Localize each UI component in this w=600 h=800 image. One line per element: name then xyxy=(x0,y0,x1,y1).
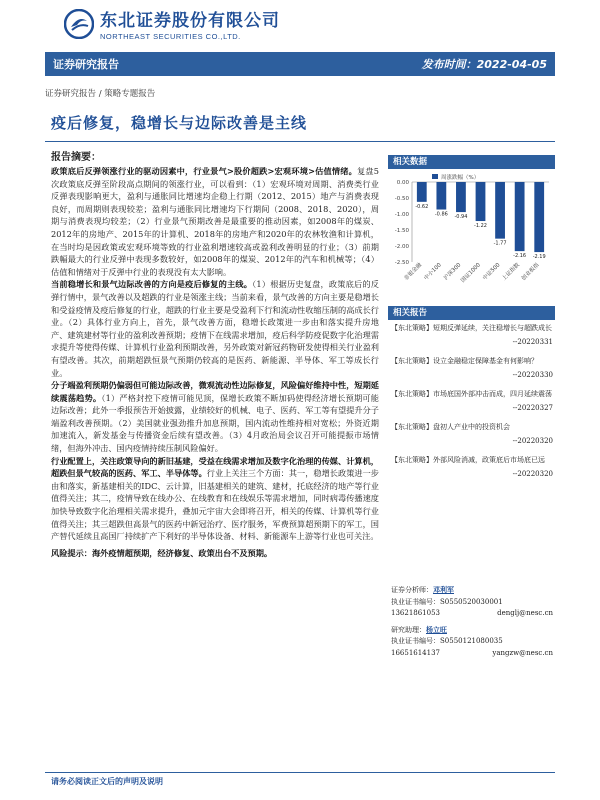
analyst-name[interactable]: 邓利军 xyxy=(433,585,454,594)
bar xyxy=(534,182,544,252)
report-item[interactable] xyxy=(391,455,553,479)
license-number: S0550121080035 xyxy=(440,637,503,645)
bar xyxy=(417,182,427,202)
bar-data-label: -2.19 xyxy=(532,254,546,261)
report-item[interactable] xyxy=(391,422,553,446)
license-label: 执业证书编号： xyxy=(391,637,440,645)
report-date: --20220330 xyxy=(512,370,553,379)
x-tick-label: 沪深300 xyxy=(442,262,463,282)
y-tick-label: -1.50 xyxy=(394,228,409,234)
report-item[interactable] xyxy=(391,356,553,380)
report-type: 证券研究报告 xyxy=(53,58,119,71)
paragraph-2-text: （1）根据历史复盘，政策底后的反弹行情中，景气改善以及超跌的行业是领涨主线；当前来看，景气改善的方向主要是稳增长和受益疫情及疫后修复的行业，超跌的行业主要是受盈利下行和流动性收缩压制的高成长行业。（2）具体行业方向上，首先，景气改善方面，稳增长政策进一步由和落实提升房地产、建筑建材等行业的盈利改善预期；疫情下在线需求增加，疫后科学防疫促数字化治理需求提升等使得传媒、计算机行业盈利预期改善，另外政策对新冠药物研发使得相关行业盈利有望改善。其次，前期超跌恒景气预期仍较高的是医药、新能源、半导体、军工等成长行业。 xyxy=(51,279,379,378)
company-name-en: NORTHEAST SECURITIES CO.,LTD. xyxy=(100,32,241,41)
bar xyxy=(515,182,525,251)
y-tick-label: 0.00 xyxy=(396,180,409,186)
abstract-paragraph-1 xyxy=(51,165,379,278)
y-tick-label: -2.00 xyxy=(394,244,409,250)
report-banner xyxy=(45,52,555,76)
report-title[interactable]: 【东北策略】盘初人产业中的投资机会 xyxy=(391,423,510,431)
abstract-paragraph-4 xyxy=(51,455,379,543)
related-data-header: 相关数据 xyxy=(388,155,555,169)
paragraph-3-lead: 分子端盈利预期仍偏弱但可能边际改善，微观流动性边际修复，风险偏好维持中性，短期延续震荡趋势。 xyxy=(51,380,379,403)
x-tick-label: 中小100 xyxy=(423,262,443,282)
abstract-paragraph-3 xyxy=(51,379,379,455)
paragraph-2-lead: 当前稳增长和景气边际改善的方向是疫后修复的主线。 xyxy=(51,279,253,290)
license-label: 执业证书编号： xyxy=(391,597,440,606)
bar-data-label: -2.16 xyxy=(513,253,527,260)
y-tick-label: -1.00 xyxy=(394,212,409,218)
paragraph-4-text: 行业上关注三个方面：其一，稳增长政策进一步由和落实，新基建相关的IDC、云计算，旧基建相关的建筑、建材，托底经济的地产等行业值得关注；其二，疫情导致在线办公、在线教育和在线娱乐等需求增加，同时病毒传播速度加快导致数字化治理相关需求提升，叠加元宇宙大会即将召开，相关的传媒、计算机等行业值得关注；其三超跌但高景气的医药中新冠治疗、医疗服务，军费预算超预期下的军工，国产替代延续且高国厂持续扩产下利好的半导体设备、材料、新能源车上游等行业也可关注。 xyxy=(51,468,379,542)
abstract-body xyxy=(51,165,379,559)
analyst-role: 证券分析师： xyxy=(391,586,433,594)
analyst-phone: 13621861053 xyxy=(391,609,440,617)
analyst-email[interactable]: yangzw@nesc.cn xyxy=(492,648,553,657)
related-data-chart xyxy=(388,172,555,300)
analyst-name[interactable]: 杨立旺 xyxy=(426,624,447,634)
report-date: --20220331 xyxy=(512,337,553,346)
legend-label: 周涨跌幅（%） xyxy=(441,175,480,181)
bar-data-label: -0.86 xyxy=(434,211,448,218)
x-tick-label: 创业板指 xyxy=(520,262,541,282)
report-title[interactable]: 【东北策略】短期反弹延续，关注稳增长与超跌成长 xyxy=(391,324,552,332)
analyst-info xyxy=(391,584,553,659)
report-item[interactable] xyxy=(391,323,553,347)
abstract-heading: 报告摘要： xyxy=(51,152,101,163)
bar-data-label: -0.94 xyxy=(454,214,468,221)
x-tick-label: 非银金融 xyxy=(403,262,424,282)
footer-divider xyxy=(45,772,555,773)
bar-data-label: -0.62 xyxy=(415,203,429,210)
related-reports-list xyxy=(391,323,553,488)
analyst-2 xyxy=(391,624,553,660)
publish-date: 发布时间：2022-04-05 xyxy=(421,58,547,71)
y-tick-label: -2.50 xyxy=(394,260,409,266)
bar xyxy=(476,182,486,221)
report-item[interactable] xyxy=(391,389,553,413)
x-tick-label: 国证1000 xyxy=(459,262,482,285)
footer-disclaimer[interactable]: 请务必阅读正文后的声明及说明 xyxy=(51,777,163,786)
abstract-paragraph-2 xyxy=(51,278,379,379)
bar-data-label: -1.22 xyxy=(474,223,487,230)
bar xyxy=(495,182,505,239)
company-emblem-icon xyxy=(64,9,94,39)
bar xyxy=(436,182,446,210)
risk-text: 风险提示：海外疫情超预期，经济修复、政策出台不及预期。 xyxy=(51,547,273,558)
report-title[interactable]: 【东北策略】设立金融稳定保障基金有何影响？ xyxy=(391,357,538,365)
paragraph-1-lead: 政策底后反弹领涨行业的驱动因素中，行业景气>股价超跌>宏观环境>估值情绪。 xyxy=(51,166,358,176)
analyst-phone: 16651614137 xyxy=(391,648,440,657)
license-number: S0550520030001 xyxy=(440,597,503,606)
report-date: --20220320 xyxy=(512,469,553,478)
report-date: --20220320 xyxy=(512,436,553,445)
paragraph-3-text: （1）严格封控下疫情可能见顶，保增长政策不断加码使得经济增长预期可能边际改善；此外一季报预告开始披露，业绩较好的机械、电子、医药、军工等有望提升分子端盈利改善预期。（2）美国就业强劲推升加息预期，国内流动性维持相对宽松；外资近期加速流入，新发基金与传播资金后续有望改善。（3）4月政治局会议召开可能提振市场情绪，但海外冲击、国内疫情持续压制风险偏好。 xyxy=(51,392,379,454)
report-title[interactable]: 【东北策略】外部风险消减，政策底后市场底已远 xyxy=(391,456,545,464)
x-tick-label: 上证指数 xyxy=(501,262,522,282)
bar-chart-svg xyxy=(388,172,555,300)
title-divider xyxy=(45,141,555,142)
bar-data-label: -1.77 xyxy=(493,240,507,247)
report-date: --20220327 xyxy=(512,403,553,412)
legend-swatch xyxy=(432,174,438,179)
paragraph-1-text: 复盘5次政策底反弹至阶段高点期间的领涨行业，可以看到：（1）宏观环境对周期、消费类行业反弹表现影响更大，盈利与通胀同比增速均企稳上行期（2012、2015）地产与消费表现良好，而周期则表现较差；盈利与通胀同比增速均下行期间（2008、2018、2020），周期与消费表现均较差；（2）行业景气预期改善是最重要的推动因素，如2008年的煤炭、2012年的房地产、2015年的计算机、2018年的房地产和2020年的农林牧渔和计算机，在当时均是因政策或宏观环境等致的行业盈利增速较高或盈利改善明显的行业；（3）前期跌幅最大的行业反弹中表现多数较好，如2008年的煤炭、2012年的汽车和机械等；（4）估值和情绪对于反弹中行业的表现没有太大影响。 xyxy=(51,166,379,277)
bar xyxy=(456,182,466,212)
breadcrumb: 证券研究报告 / 策略专题报告 xyxy=(45,89,156,99)
y-tick-label: -0.50 xyxy=(394,196,409,202)
related-reports-header: 相关报告 xyxy=(388,306,555,320)
paragraph-4-lead: 行业配置上，关注政策导向的新旧基建，受益在线需求增加及数字化治理的传媒、计算机，超跌但景气较高的医药、军工、半导体等。 xyxy=(51,455,379,479)
x-tick-label: 中证500 xyxy=(482,262,502,282)
analyst-email[interactable]: denglj@nesc.cn xyxy=(497,609,553,617)
analyst-1 xyxy=(391,584,553,620)
company-name-cn: 东北证券股份有限公司 xyxy=(100,11,280,31)
report-title[interactable]: 【东北策略】市场底国外部冲击而成，四月延续震荡 xyxy=(391,390,552,398)
page-title: 疫后修复，稳增长与边际改善是主线 xyxy=(51,114,308,132)
analyst-role: 研究助理： xyxy=(391,625,426,634)
risk-warning xyxy=(51,547,379,560)
company-logo xyxy=(64,6,280,41)
